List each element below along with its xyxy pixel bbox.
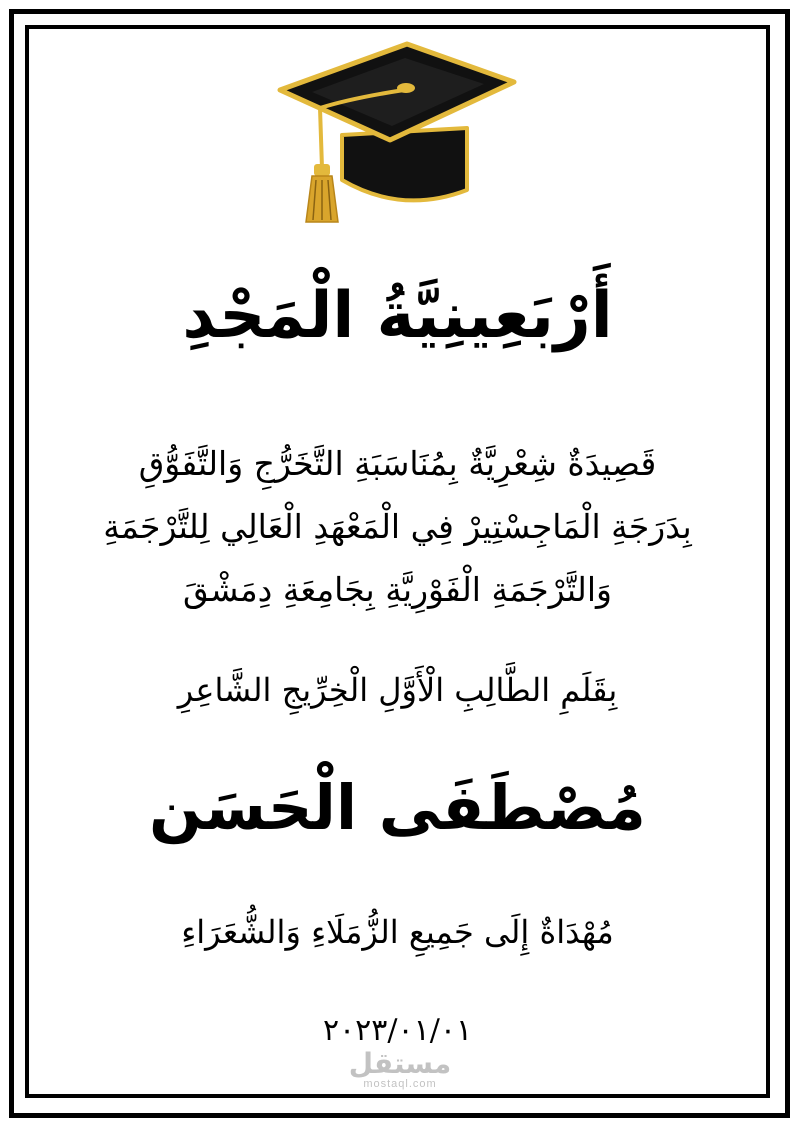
watermark-latin: mostaql.com [363,1078,437,1090]
author-byline: بِقَلَمِ الطَّالِبِ الْأَوَّلِ الْخِرِّيجِ الشَّاعِرِ [177,671,618,709]
document-title: أَرْبَعِينِيَّةُ الْمَجْدِ [182,279,613,353]
dedication-line: مُهْدَاةٌ إِلَى جَمِيعِ الزُّمَلَاءِ وَالشُّعَرَاءِ [181,913,614,951]
subtitle-line-3: وَالتَّرْجَمَةِ الْفَوْرِيَّةِ بِجَامِعَةِ دِمَشْقَ [183,570,612,609]
poet-name: مُصْطَفَى الْحَسَن [149,771,646,844]
subtitle-line-2: بِدَرَجَةِ الْمَاجِسْتِيرْ فِي الْمَعْهَدِ الْعَالِي لِلتَّرْجَمَةِ [103,507,692,546]
graduation-cap-icon [272,40,522,230]
subtitle-block [40,432,755,621]
document-date: ٢٠٢٣/٠١/٠١ [322,1013,473,1048]
subtitle-line-1: قَصِيدَةٌ شِعْرِيَّةٌ بِمُنَاسَبَةِ التَّخَرُّجِ وَالتَّفَوُّقِ [138,444,657,483]
watermark-arabic: مستقل [348,1047,452,1080]
mostaql-watermark [340,1047,460,1091]
